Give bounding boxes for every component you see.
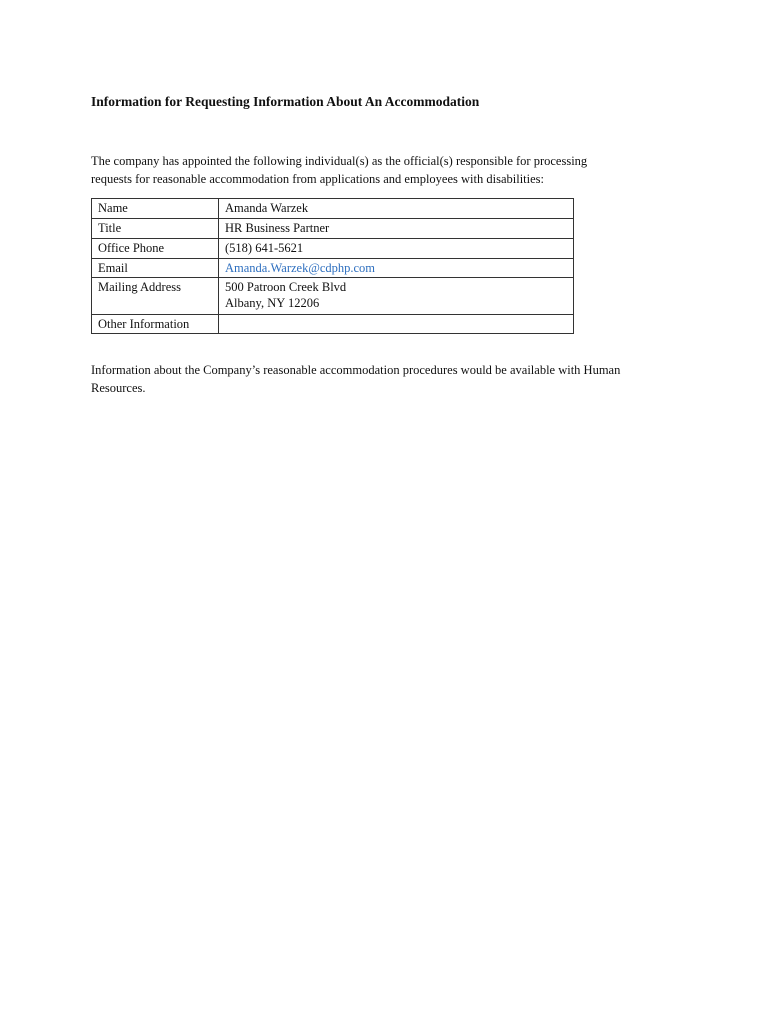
mailing-address-value <box>219 278 574 315</box>
mailing-address-label: Mailing Address <box>92 278 219 315</box>
table-row-title <box>92 219 574 239</box>
address-line-1: 500 Patroon Creek Blvd <box>225 280 347 294</box>
table-row-email <box>92 259 574 278</box>
document-title: Information for Requesting Information About An Accommodation <box>91 94 480 109</box>
title-value: HR Business Partner <box>219 219 574 239</box>
procedures-line-2: Resources. <box>91 381 146 395</box>
address-line-2: Albany, NY 12206 <box>225 296 320 310</box>
email-link[interactable]: Amanda.Warzek@cdphp.com <box>225 261 376 275</box>
procedures-line-1: Information about the Company’s reasonable accommodation procedures would be available with Human <box>91 363 621 377</box>
table-row-other-information <box>92 315 574 334</box>
other-information-value <box>219 315 574 334</box>
phone-label: Office Phone <box>92 239 219 259</box>
intro-paragraph <box>91 152 691 188</box>
table-row-mailing-address <box>92 278 574 315</box>
table-row-phone <box>92 239 574 259</box>
email-cell <box>219 259 574 278</box>
contact-table <box>91 198 574 334</box>
intro-line-1: The company has appointed the following individual(s) as the official(s) responsible for processing <box>91 154 588 168</box>
email-label: Email <box>92 259 219 278</box>
phone-value: (518) 641-5621 <box>219 239 574 259</box>
title-label: Title <box>92 219 219 239</box>
intro-line-2: requests for reasonable accommodation from applications and employees with disabilities: <box>91 172 544 186</box>
name-label: Name <box>92 199 219 219</box>
procedures-paragraph <box>91 361 701 397</box>
name-value: Amanda Warzek <box>219 199 574 219</box>
other-information-label: Other Information <box>92 315 219 334</box>
table-row-name <box>92 199 574 219</box>
